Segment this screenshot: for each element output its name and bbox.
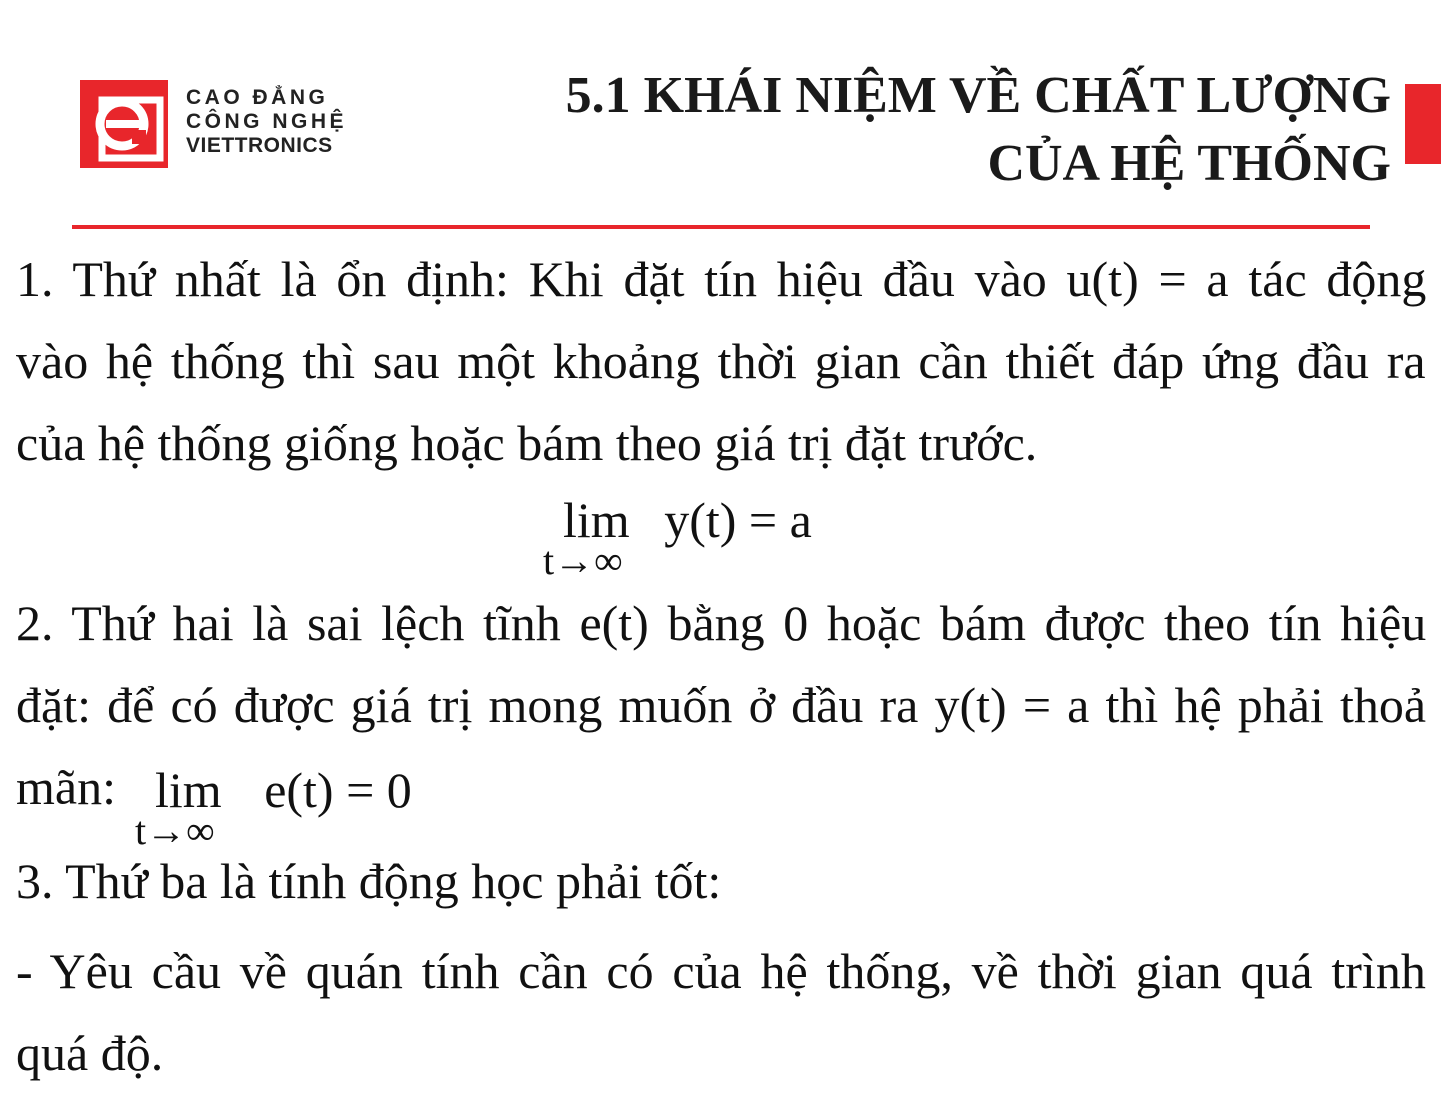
bullet-line-2: quá độ. (16, 1025, 164, 1081)
slide-title (566, 62, 1391, 198)
college-logo-text (186, 86, 347, 158)
item-1-line-1: 1. Thứ nhất là ổn định: Khi đặt tín hiệu đầu vào u(t) = a tác động (16, 251, 1427, 307)
slide-title-line-1: 5.1 KHÁI NIỆM VỀ CHẤT LƯỢNG (565, 67, 1391, 124)
limit-subscript: t→∞ (135, 808, 215, 853)
viettronics-e-logo-icon (80, 80, 168, 168)
title-accent-bar (1405, 84, 1441, 164)
equation-limit-y (543, 492, 812, 583)
bullet-line-1: - Yêu cầu về quán tính cần có của hệ thống, về thời gian quá trình (16, 943, 1426, 999)
viettronics-logo-mark (80, 80, 168, 168)
item-3-bullet-inertia (16, 930, 1426, 1094)
limit-operator (543, 492, 630, 583)
item-3-line-1: 3. Thứ ba là tính động học phải tốt: (16, 853, 722, 909)
limit-label: lim (563, 492, 630, 548)
limit-operator (135, 762, 222, 853)
equation-expression: e(t) = 0 (264, 762, 412, 818)
logo-line-3: VIETTRONICS (186, 134, 333, 157)
item-3-dynamics (16, 840, 1426, 922)
logo-line-2: CÔNG NGHỆ (186, 110, 348, 133)
item-1-line-3: của hệ thống giống hoặc bám theo giá trị đặt trước. (16, 415, 1038, 471)
item-2-line-2: đặt: để có được giá trị mong muốn ở đầu ra y(t) = a thì hệ phải thoả (16, 677, 1427, 733)
header-divider (72, 225, 1370, 229)
equation-expression: y(t) = a (664, 492, 812, 548)
limit-subscript: t→∞ (543, 538, 623, 583)
slide-title-line-2: CỦA HỆ THỐNG (987, 135, 1391, 192)
equation-limit-e (135, 762, 412, 853)
limit-label: lim (155, 762, 222, 818)
item-2-line-3: mãn: (16, 759, 116, 815)
item-2-line-1: 2. Thứ hai là sai lệch tĩnh e(t) bằng 0 hoặc bám được theo tín hiệu (16, 595, 1427, 651)
item-1-stability (16, 238, 1426, 484)
item-1-line-2: vào hệ thống thì sau một khoảng thời gian cần thiết đáp ứng đầu ra (16, 333, 1426, 389)
logo-line-1: CAO ĐẲNG (186, 86, 329, 109)
